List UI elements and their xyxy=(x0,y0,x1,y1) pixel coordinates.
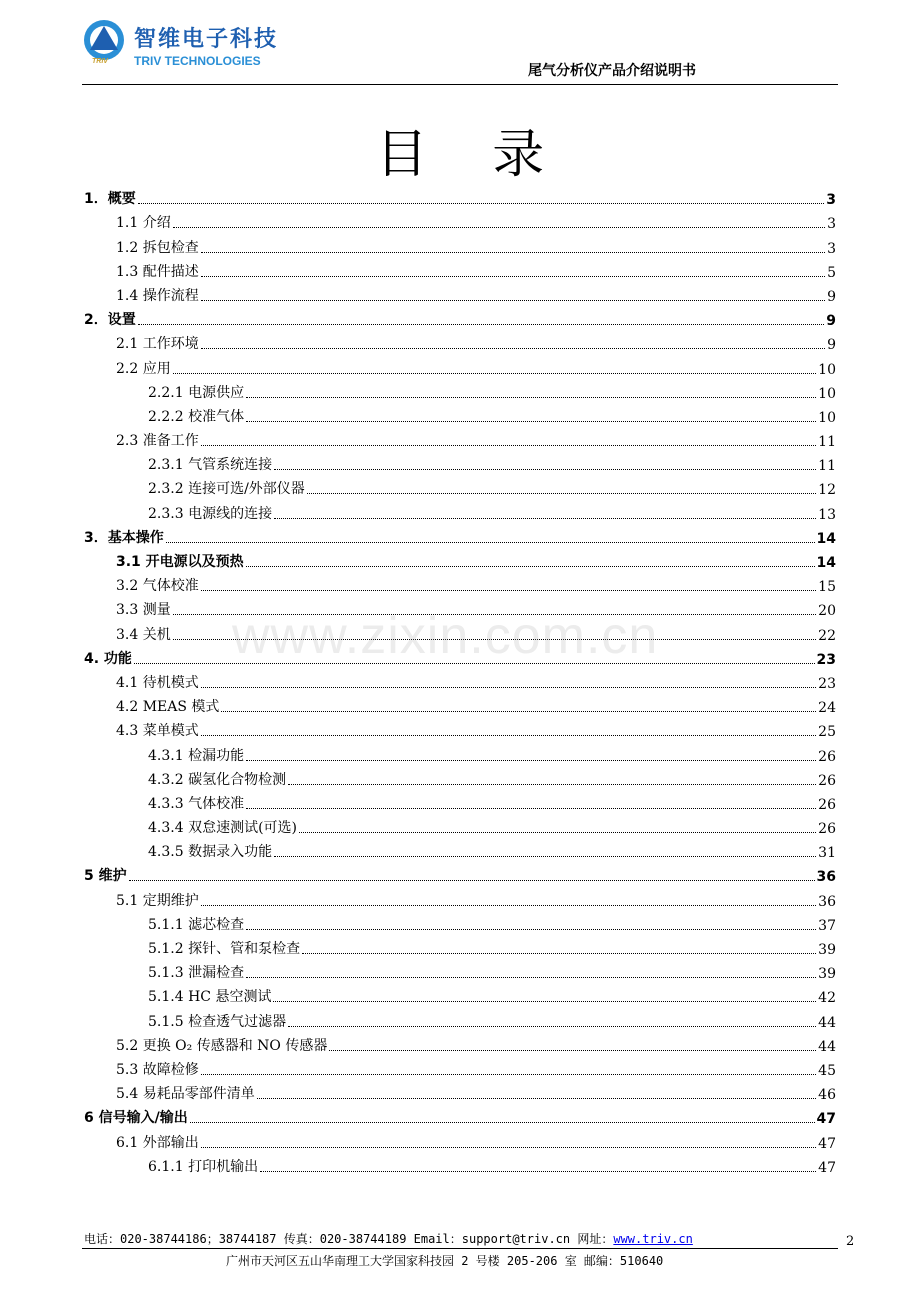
toc-entry[interactable] xyxy=(84,1103,836,1127)
document-title: 尾气分析仪产品介绍说明书 xyxy=(528,63,696,79)
toc-entry[interactable] xyxy=(84,958,836,982)
toc-entry[interactable] xyxy=(84,716,836,740)
toc-entry-label: 3.4 关机 xyxy=(116,626,171,643)
toc-entry[interactable] xyxy=(84,982,836,1006)
toc-entry-label: 6.1 外部输出 xyxy=(116,1134,199,1151)
toc-entry-label: 2.2.1 电源供应 xyxy=(148,384,245,401)
toc-entry-page: 9 xyxy=(827,288,836,305)
toc-entry[interactable] xyxy=(84,402,836,426)
toc-heading: 目 录 xyxy=(375,125,569,185)
footer-contact xyxy=(84,1230,693,1247)
toc-entry[interactable] xyxy=(84,885,836,909)
toc-entry-label: 3.2 气体校准 xyxy=(116,578,199,595)
toc-dot-leader xyxy=(246,759,816,761)
toc-entry-page: 26 xyxy=(818,772,836,789)
toc-dot-leader xyxy=(274,517,816,519)
toc-entry-label: 4.3.2 碳氢化合物检测 xyxy=(148,771,287,788)
toc-entry-page: 10 xyxy=(818,409,836,426)
toc-entry[interactable] xyxy=(84,861,836,885)
toc-dot-leader xyxy=(273,1000,816,1002)
toc-entry-label: 5.1.2 探针、管和泵检查 xyxy=(148,941,301,957)
toc-entry-page: 31 xyxy=(818,845,836,862)
toc-entry-page: 14 xyxy=(816,530,836,547)
toc-dot-leader xyxy=(138,323,825,325)
toc-entry-page: 3 xyxy=(826,192,836,209)
toc-entry-page: 13 xyxy=(818,506,836,523)
toc-entry-label: 1.4 操作流程 xyxy=(116,287,199,304)
toc-dot-leader xyxy=(246,976,816,978)
toc-entry-label: 1．概要 xyxy=(84,191,136,208)
toc-entry[interactable] xyxy=(84,1055,836,1079)
toc-entry[interactable] xyxy=(84,1079,836,1103)
toc-entry[interactable] xyxy=(84,329,836,353)
toc-entry-page: 46 xyxy=(818,1087,836,1104)
table-of-contents xyxy=(84,184,836,1176)
toc-dot-leader xyxy=(201,444,816,446)
toc-entry-page: 12 xyxy=(818,482,836,499)
toc-entry-page: 9 xyxy=(826,313,836,330)
toc-entry[interactable] xyxy=(84,184,836,208)
toc-entry-page: 26 xyxy=(818,748,836,765)
toc-dot-leader xyxy=(329,1049,816,1051)
toc-entry[interactable] xyxy=(84,1127,836,1151)
toc-entry-page: 10 xyxy=(818,385,836,402)
toc-entry-page: 36 xyxy=(818,893,836,910)
toc-entry-label: 2.2.2 校准气体 xyxy=(148,408,245,425)
toc-entry[interactable] xyxy=(84,353,836,377)
toc-entry[interactable] xyxy=(84,571,836,595)
toc-entry[interactable] xyxy=(84,450,836,474)
logo-mark: TRIV xyxy=(92,58,108,65)
toc-entry[interactable] xyxy=(84,1006,836,1030)
toc-entry-label: 2.3.1 气管系统连接 xyxy=(148,457,273,474)
toc-entry-label: 2.3.3 电源线的连接 xyxy=(148,505,273,522)
toc-entry-label: 4. 功能 xyxy=(84,650,132,667)
toc-entry-label: 2．设置 xyxy=(84,312,136,329)
header-divider xyxy=(82,84,838,85)
footer-divider xyxy=(82,1248,838,1249)
toc-entry-label: 4.3 菜单模式 xyxy=(116,723,199,740)
toc-dot-leader xyxy=(288,1025,816,1027)
toc-entry-label: 4.3.3 气体校准 xyxy=(148,795,245,812)
toc-entry[interactable] xyxy=(84,837,836,861)
toc-entry-page: 11 xyxy=(818,458,836,475)
toc-entry-label: 5.1.1 滤芯检查 xyxy=(148,916,245,933)
toc-dot-leader xyxy=(274,855,816,857)
toc-entry-page: 3 xyxy=(827,240,836,257)
toc-dot-leader xyxy=(201,251,825,253)
toc-entry[interactable] xyxy=(84,305,836,329)
toc-entry-page: 37 xyxy=(818,917,836,934)
toc-entry[interactable] xyxy=(84,934,836,958)
toc-entry[interactable] xyxy=(84,740,836,764)
toc-entry-label: 3.1 开电源以及预热 xyxy=(116,554,244,570)
toc-entry-page: 3 xyxy=(827,216,836,233)
toc-entry[interactable] xyxy=(84,257,836,281)
toc-dot-leader xyxy=(307,492,816,494)
toc-entry-page: 39 xyxy=(818,966,836,983)
toc-entry[interactable] xyxy=(84,232,836,256)
toc-entry-label: 2.3.2 连接可选/外部仪器 xyxy=(148,481,305,498)
toc-entry-label: 4.1 待机模式 xyxy=(116,674,199,691)
toc-dot-leader xyxy=(201,1073,816,1075)
toc-entry-label: 5.4 易耗品零部件清单 xyxy=(116,1086,255,1103)
toc-dot-leader xyxy=(129,879,815,881)
toc-dot-leader xyxy=(190,1121,815,1123)
toc-dot-leader xyxy=(246,565,815,567)
toc-dot-leader xyxy=(246,396,816,398)
toc-dot-leader xyxy=(201,275,825,277)
toc-entry[interactable] xyxy=(84,692,836,716)
toc-entry-page: 15 xyxy=(818,579,836,596)
toc-dot-leader xyxy=(201,1146,816,1148)
toc-entry-page: 47 xyxy=(818,1135,836,1152)
toc-dot-leader xyxy=(246,420,816,422)
toc-dot-leader xyxy=(173,372,816,374)
toc-dot-leader xyxy=(201,734,816,736)
toc-entry-page: 24 xyxy=(818,700,836,717)
toc-dot-leader xyxy=(201,904,816,906)
toc-entry-label: 5.1.4 HC 悬空测试 xyxy=(148,989,272,1006)
toc-entry-page: 39 xyxy=(818,942,836,958)
toc-dot-leader xyxy=(257,1097,816,1099)
toc-entry-label: 5.1.5 检查透气过滤器 xyxy=(148,1013,287,1030)
toc-entry-page: 26 xyxy=(818,821,836,838)
toc-entry-page: 44 xyxy=(818,1014,836,1031)
toc-dot-leader xyxy=(221,710,816,712)
toc-entry-label: 5.3 故障检修 xyxy=(116,1061,199,1078)
toc-entry[interactable] xyxy=(84,498,836,522)
toc-entry-label: 2.1 工作环境 xyxy=(116,336,199,353)
toc-dot-leader xyxy=(302,952,816,954)
toc-entry-page: 14 xyxy=(816,555,836,571)
toc-entry-label: 1.1 介绍 xyxy=(116,215,171,232)
toc-entry-page: 10 xyxy=(818,361,836,378)
toc-dot-leader xyxy=(246,807,816,809)
toc-dot-leader xyxy=(288,783,816,785)
toc-entry-label: 5.1.3 泄漏检查 xyxy=(148,965,245,982)
logo-english-name: TRIV TECHNOLOGIES xyxy=(134,54,261,68)
toc-entry-label: 3.3 测量 xyxy=(116,602,171,619)
toc-entry[interactable] xyxy=(84,813,836,837)
toc-entry-label: 4.3.5 数据录入功能 xyxy=(148,844,273,861)
toc-dot-leader xyxy=(201,686,816,688)
toc-dot-leader xyxy=(173,226,825,228)
logo-chinese-name: 智维电子科技 xyxy=(134,27,279,52)
toc-entry-page: 23 xyxy=(816,651,836,668)
toc-entry[interactable] xyxy=(84,765,836,789)
toc-dot-leader xyxy=(138,202,825,204)
footer-website-link[interactable]: www.triv.cn xyxy=(613,1232,693,1246)
toc-entry[interactable] xyxy=(84,474,836,498)
page-number: 2 xyxy=(846,1234,855,1249)
toc-dot-leader xyxy=(201,589,816,591)
toc-entry-page: 36 xyxy=(816,869,836,886)
watermark: www.zixin.com.cn xyxy=(232,607,659,665)
toc-entry-page: 9 xyxy=(827,337,836,354)
toc-entry-label: 4.2 MEAS 模式 xyxy=(116,699,220,716)
company-logo xyxy=(82,18,312,74)
toc-entry-label: 4.3.1 检漏功能 xyxy=(148,747,245,764)
toc-entry[interactable] xyxy=(84,910,836,934)
toc-entry-page: 45 xyxy=(818,1062,836,1079)
toc-entry-label: 6.1.1 打印机输出 xyxy=(148,1158,259,1175)
toc-entry[interactable] xyxy=(84,208,836,232)
toc-entry-label: 6 信号输入/输出 xyxy=(84,1110,188,1127)
toc-entry-page: 47 xyxy=(818,1159,836,1176)
toc-entry-page: 20 xyxy=(818,603,836,620)
toc-entry-label: 5.2 更换 O₂ 传感器和 NO 传感器 xyxy=(116,1037,328,1054)
toc-dot-leader xyxy=(299,831,816,833)
toc-entry-label: 5.1 定期维护 xyxy=(116,892,199,909)
toc-entry[interactable] xyxy=(84,1031,836,1055)
toc-dot-leader xyxy=(201,347,825,349)
toc-entry[interactable] xyxy=(84,281,836,305)
toc-entry-page: 47 xyxy=(816,1111,836,1128)
toc-entry[interactable] xyxy=(84,668,836,692)
toc-entry[interactable] xyxy=(84,378,836,402)
toc-entry[interactable] xyxy=(84,1152,836,1176)
toc-entry-page: 42 xyxy=(818,990,836,1007)
toc-dot-leader xyxy=(166,541,815,543)
toc-entry[interactable] xyxy=(84,547,836,571)
toc-entry-page: 23 xyxy=(818,675,836,692)
toc-entry-page: 25 xyxy=(818,724,836,741)
toc-entry-label: 4.3.4 双怠速测试(可选) xyxy=(148,820,297,837)
footer-contact-text: 电话：020-38744186；38744187 传真：020-38744189 Email：support@triv.cn 网址： xyxy=(84,1232,614,1246)
toc-dot-leader xyxy=(201,299,825,301)
toc-dot-leader xyxy=(274,468,816,470)
toc-entry-page: 22 xyxy=(818,627,836,644)
toc-dot-leader xyxy=(246,928,816,930)
toc-entry-label: 2.3 准备工作 xyxy=(116,433,199,450)
toc-entry-label: 3．基本操作 xyxy=(84,529,164,546)
toc-entry[interactable] xyxy=(84,789,836,813)
footer-address: 广州市天河区五山华南理工大学国家科技园 2 号楼 205-206 室 邮编：510640 xyxy=(226,1254,664,1268)
toc-entry-label: 2.2 应用 xyxy=(116,360,171,377)
toc-entry-page: 5 xyxy=(827,264,836,281)
toc-entry-label: 1.2 拆包检查 xyxy=(116,239,199,256)
toc-entry[interactable] xyxy=(84,426,836,450)
toc-entry-page: 26 xyxy=(818,796,836,813)
toc-entry-label: 5 维护 xyxy=(84,868,127,885)
toc-entry-page: 44 xyxy=(818,1038,836,1055)
toc-entry-label: 1.3 配件描述 xyxy=(116,263,199,280)
toc-entry[interactable] xyxy=(84,523,836,547)
toc-dot-leader xyxy=(260,1170,816,1172)
toc-entry-page: 11 xyxy=(818,434,836,451)
